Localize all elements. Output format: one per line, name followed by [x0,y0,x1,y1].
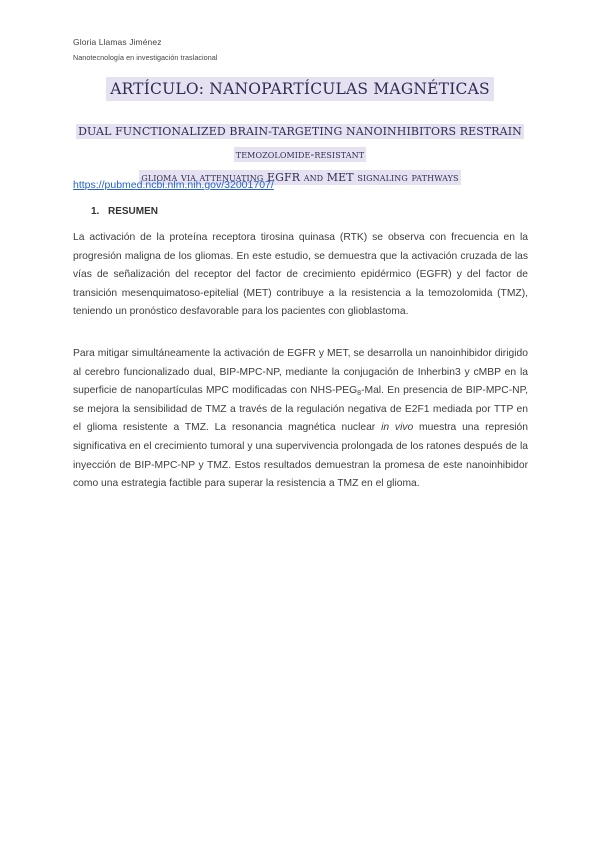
title-container [0,77,600,101]
paragraph-2-part-1: Para mitigar simultáneamente la activación de EGFR y MET, se desarrolla un nanoinhibidor dirigido al cerebro funcionalizado dual, BIP-MPC-NP, mediante la conjugación de Inherbin3 y cMBP en la superficie de nanopartículas MPC modificadas con NHS-PEG [73,348,528,397]
in-vivo-italic: in vivo [381,422,414,434]
paper-title-line-1: DUAL FUNCTIONALIZED BRAIN-TARGETING NANOINHIBITORS RESTRAIN temozolomide-resistant [78,125,522,161]
paragraph-2-part-3: muestra una represión significativa en el crecimiento tumoral y una supervivencia prolongada de los ratones después de la inyección de BIP-MPC-NP y TMZ. Estos resultados demuestran la promesa de este nanoinhibidor como una estrategia factible para superar la resistencia a TMZ en el glioma. [73,422,529,490]
paper-title-line-2: glioma via attenuating EGFR and MET signaling pathways [141,171,459,184]
section-label: RESUMEN [108,206,159,217]
paragraph-2-part-2: -Mal. En presencia de BIP-MPC-NP, se mejora la sensibilidad de TMZ a través de la regulación negativa de E2F1 mediada por TTP en el glioma resistente a TMZ. La resonancia magnética nuclear [73,385,528,434]
peg-subscript: 8 [357,390,362,398]
pubmed-link[interactable]: https://pubmed.ncbi.nlm.nih.gov/32001707/ [73,179,274,191]
page-title: ARTÍCULO: NANOPARTÍCULAS MAGNÉTICAS [106,77,494,101]
course-subtitle: Nanotecnología en investigación traslacional [73,53,218,62]
author-name: Gloria Llamas Jiménez [73,37,162,47]
section-heading [91,205,158,219]
abstract-paragraph-1: La activación de la proteína receptora tirosina quinasa (RTK) se observa con frecuencia en la progresión maligna de los gliomas. En este estudio, se demuestra que la activación cruzada de las vías de señalización del receptor del factor de crecimiento epidérmico (EGFR) y del factor de transición mesenquimatoso-epitelial (MET) contribuye a la resistencia a la temozolomida (TMZ), teniendo un pronóstico desfavorable para los pacientes con glioblastoma. [73,232,528,318]
abstract-paragraph-2 [73,345,528,494]
document-header [73,36,217,64]
section-number: 1. [91,206,100,217]
